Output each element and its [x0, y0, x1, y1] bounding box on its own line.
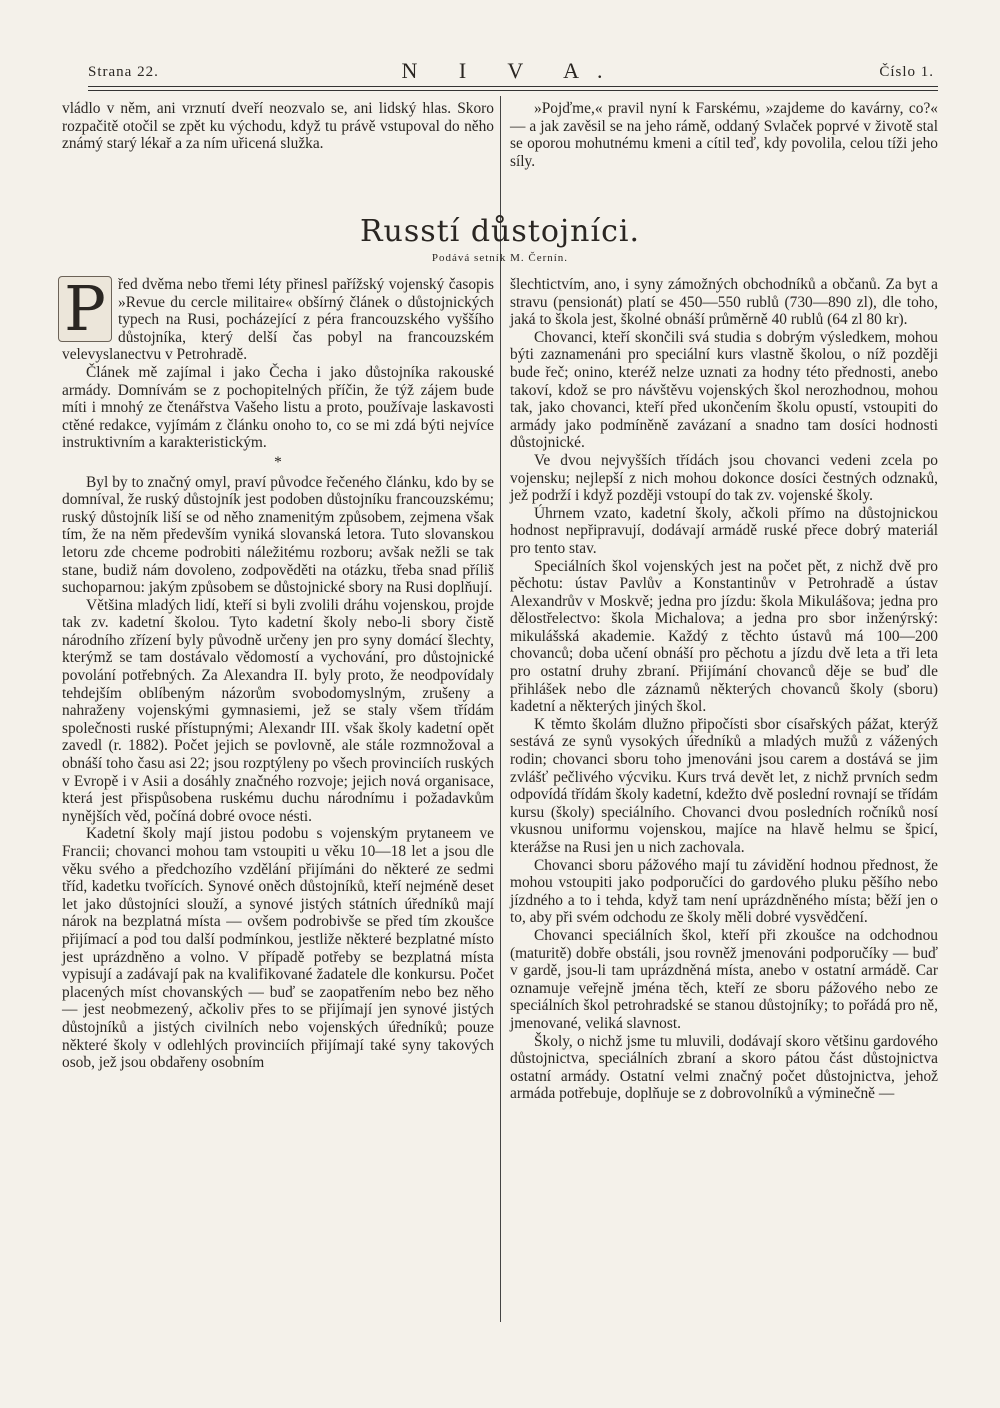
article-paragraph: šlechtictvím, ano, i syny zámožných obchodníků a občanů. Za byt a stravu (pensionát) platí se 450—550 rublů (730—890 zl), dle toho, jaká to škola jest, školné obnáší průměrně 40 rublů (64 zl 80 kr).: [510, 276, 938, 329]
ornamental-initial: P: [58, 276, 112, 342]
article-paragraph-text: řed dvěma nebo třemi léty přinesl pařížský vojenský časopis »Revue du cercle militaire« obšírný článek o důstojnických typech na Rusi, pocházející z péra francouzského vyššího důstojníka, který delší čas pobyl na francouzském velevyslanectvu v Petrohradě.: [62, 276, 494, 364]
previous-story-text: »Pojďme,« pravil nyní k Farskému, »zajdeme do kavárny, co?« — a jak zavěsil se na jeho rámě, oddaný Svlaček poprvé v životě stal se oporou mohutnému kmeni a cítil teď, kdy povolila, celou tíži jeho síly.: [510, 100, 938, 170]
page-header: [88, 58, 934, 84]
previous-story-text: vládlo v něm, ani vrznutí dveří neozvalo se, ani lidský hlas. Skoro rozpačitě otočil se zpět ku východu, když tu právě vstupoval do něho známý starý lékař a za ním uřicená služka.: [62, 100, 494, 153]
article-paragraph: Článek mě zajímal i jako Čecha i jako důstojníka rakouské armády. Domnívám se z pochopitelných příčin, že týž zájem bude míti i mnohý ze čtenářstva Vašeho listu a proto, používaje laskavosti ctěné redakce, vyjímám z článku onoho to, co se mi zdá býti nejvíce instruktivním a karakteristickým.: [62, 363, 494, 452]
previous-story-left-column: [62, 100, 494, 153]
header-rule-double: [88, 90, 938, 91]
article-paragraph: Ve dvou nejvyšších třídách jsou chovanci vedeni zcela po vojensku; nejlepší z nich mohou dokonce dosíci čestných odznaků, jež podrží i když později vstoupí do tak zv. vojenské školy.: [510, 451, 938, 505]
article-paragraph: K těmto školám dlužno připočísti sbor císařských pážat, kterýž sestává ze synů vysokých úředníků a mladých mužů z vážených rodin; chovanci sboru toho jmenováni jsou carem a dostává se jim zvlášť pečlivého výcviku. Kurs trvá devět let, z nichž prvních sedm odpovídá třídám školy kadetní, kdežto dvě poslední rovnají se třídám kursu (školy) speciálního. Chovanci dvou posledních ročníků nosí vkusnou uniformu vojenskou, majíce na hlavě helmu se špicí, kterážse na Rusi jen u nich zachovala.: [510, 715, 938, 856]
article-paragraph: Byl by to značný omyl, praví původce řečeného článku, kdo by se domníval, že ruský důstojník jest podoben důstojníku francouzskému; ruský důstojník liší se od něho znamenitým způsobem, zejmena však tím, že na něm především vyniká slovanská letora. Tuto slovanskou letoru zde chceme podrobiti náležitému rozboru; avšak nežli se tak stane, budiž nám dovoleno, zodpověděti na otázku, třeba snad příliš suchoparnou: jakým způsobem se důstojnické sbory na Rusi doplňují.: [62, 473, 494, 597]
article-paragraph: Speciálních škol vojenských jest na počet pět, z nichž dvě pro pěchotu: ústav Pavlův a Konstantinův v Petrohradě a ústav Alexandrův v Moskvě; jedna pro jízdu: škola Mikulášova; jedna pro dělostřelectvo: škola Michalova; a jedna pro sbor inženýrský: mikulášská akademie. Každý z těchto ústavů má 100—200 chovanců; doba učení obnáší pro pěchotu a jízdu dvě leta a tři leta pro ostatní druhy zbraní. Přijímání chovanců děje se buď dle přihlášek nebo dle záznamů některých chovanců školy (sboru) kadetní a některých jiných škol.: [510, 557, 938, 716]
previous-story-right-column: [510, 100, 938, 170]
article-byline: Podává setník M. Černín.: [431, 252, 569, 264]
article-title: Russtí důstojníci.: [359, 214, 641, 249]
article-paragraph: [62, 272, 494, 364]
article-paragraph: Chovanci, kteří skončili svá studia s dobrým výsledkem, mohou býti zaznamenáni pro speciální kurs vlastně školou, o níž později bude řeč; onino, kteréž nelze uznati za hodny této přednosti, anebo takoví, kdož se pro návštěvu vojenských škol nerozhodnou, mohou tak, jako chovanci, kteří před ukončením školu opustí, vstoupiti do armády jako podmíněně zavázaní a snadno tam dosíci hodnosti důstojnické.: [510, 328, 938, 452]
article-paragraph: Většina mladých lidí, kteří si byli zvolili dráhu vojenskou, projde tak zv. kadetní školou. Tyto kadetní školy nebo-li sbory čistě národního zřízení byly původně určeny jen pro syny domácí šlechty, kterýmž se tam dostávalo vědomostí a vychování, pro důstojnické povolání potřebných. Za Alexandra II. byly proto, že neodpovídaly tehdejším oblíbeným názorům svobodomyslným, zrušeny a nahraženy vojenskými gymnasiemi, jež se staly všem třídám společnosti ruské přístupnými; Alexandr III. však školy kadetní opět zavedl (r. 1882). Počet jejich se povlovně, ale stále rozmnožoval a obnáší toho času asi 22; jsou rozptýleny po všech provinciích ruských v Evropě i v Asii a dosáhly značného rozvoje; jejich nová organisace, která jest přispůsobena ruskému duchu národnímu i požadavkům nynějších věd, počíná dobré ovoce nésti.: [62, 596, 494, 825]
article-paragraph: Chovanci sboru pážového mají tu závidění hodnou přednost, že mohou vstoupiti jako podporučíci do gardového pluku pěšího nebo jízdného a to i tehda, když tam není uprázdněného místa; běží jen o to, aby při svém odchodu ze školy měli dobré vysvědčení.: [510, 856, 938, 927]
magazine-title: N I V A.: [401, 58, 621, 83]
article-paragraph: Chovanci speciálních škol, kteří při zkoušce na odchodnou (maturitě) dobře obstáli, jsou rovněž jmenováni podporučíky — buď v gardě, jsou-li tam uprázdněná místa, anebo v ostatní armádě. Car oznamuje veřejně jména těch, kteří ze sboru pážového nebo ze speciálních škol petrohradské se stanou důstojníky; to pořádá pro ně, jmenované, veliká slavnost.: [510, 926, 938, 1032]
issue-number: Číslo 1.: [879, 64, 934, 80]
article-paragraph: Školy, o nichž jsme tu mluvili, dodávají skoro většinu gardového důstojnictva, speciálních zbraní a skoro pátou část důstojnictva ostatní armády. Ostatní velmi značný počet důstojnictva, jehož armáda potřebuje, doplňuje se z dobrovolníků a výminečně —: [510, 1032, 938, 1103]
article-left-column: [62, 272, 494, 1072]
column-divider: [500, 96, 501, 1322]
header-rule: [88, 86, 938, 87]
article-paragraph: Úhrnem vzato, kadetní školy, ačkoli přímo na důstojnickou hodnost nepřipravují, dodávají armádě ruské přece dobrý materiál pro tento stav.: [510, 504, 938, 557]
article-paragraph: Kadetní školy mají jistou podobu s vojenským prytaneem ve Francii; chovanci mohou tam vstoupiti u věku 10—18 let a jsou dle věku svého a předchozího vzdělání přijímáni do některé ze sedmi tříd, kadetku tvořících. Synové oněch důstojníků, kteří nejméně deset let jako důstojníci slouží, a synové jistých státních úředníků mají nárok na bezplatná místa — ovšem podrobivše se před tím zkoušce přijímací a pod tou další podmínkou, jestliže některé bezplatné místo jest uprázdněno a volno. V případě potřeby se bezplatná místa vypisují a zadávají pak na kvalifikované žadatele dle konkursu. Počet placených míst chovanských — buď se zaopatřením nebo bez něho — jest neobmezený, ačkoliv přes to se přijímají jen synové jistých důstojníků a jistých civilních nebo vojenských úředníků; pouze některé školy v odlehlých provinciích přijímají také syny takových osob, jež jsou obdařeny osobním: [62, 825, 494, 1072]
page-number: Strana 22.: [88, 64, 159, 80]
article-right-column: [510, 276, 938, 1103]
section-separator: *: [274, 453, 282, 471]
